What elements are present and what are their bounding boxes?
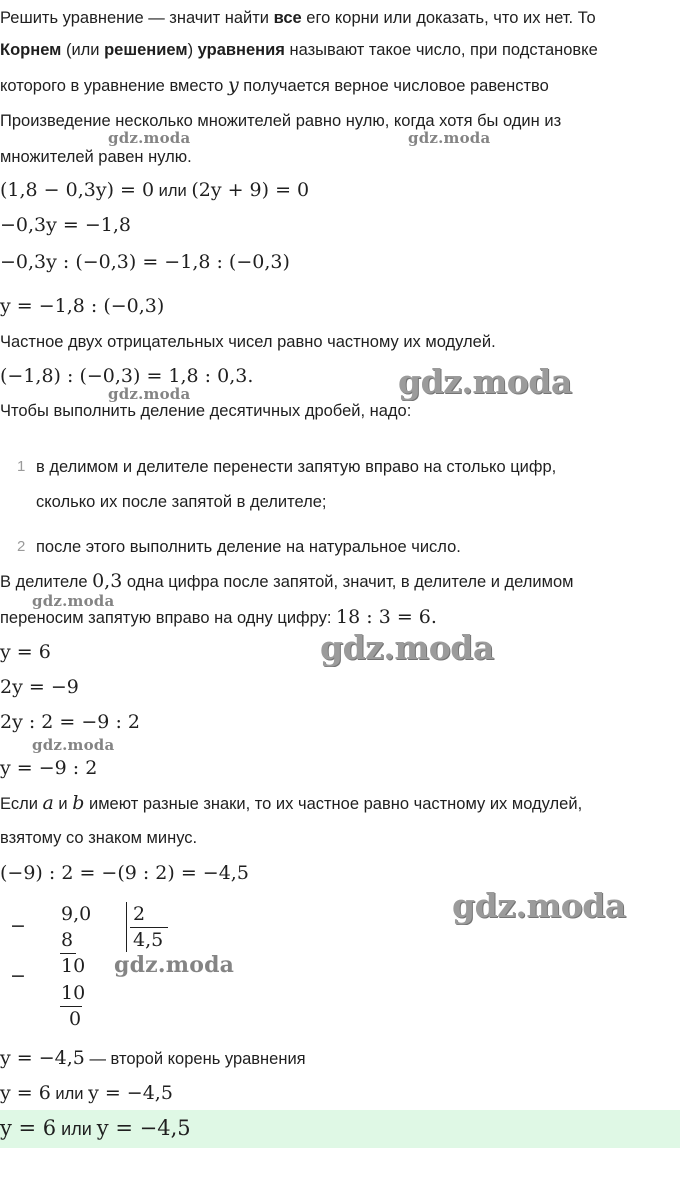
watermark: gdz.moda (408, 129, 491, 147)
long-division-minus-2: − (10, 965, 26, 987)
equation-step-5: 2y : 2 = −9 : 2 (0, 711, 140, 733)
watermark: gdz.moda (398, 362, 572, 401)
equation-modulus: (−1,8) : (−0,3) = 1,8 : 0,3. (0, 365, 254, 387)
equation-division: (−9) : 2 = −(9 : 2) = −4,5 (0, 862, 249, 884)
watermark: gdz.moda (114, 952, 235, 978)
equation-split: (1,8 − 0,3y) = 0 или (2y + 9) = 0 (0, 179, 310, 201)
long-division-vertical-bar (126, 902, 127, 952)
list-number-1: 1 (17, 458, 26, 475)
long-division-remainder-2: 0 (69, 1008, 82, 1030)
equation-step-3: y = −1,8 : (−0,3) (0, 295, 165, 317)
list-item-1-line-2: сколько их после запятой в делителе; (36, 493, 327, 511)
long-division-remainder-1: 10 (61, 955, 86, 977)
watermark: gdz.moda (320, 628, 494, 667)
product-rule-line-2: множителей равен нулю. (0, 148, 192, 166)
definition-line-3: которого в уравнение вместо y получается верное числовое равенство (0, 74, 549, 96)
watermark: gdz.moda (32, 736, 115, 754)
list-item-2: после этого выполнить деление на натуральное число. (36, 538, 461, 556)
definition-line-1: Решить уравнение — значит найти все его корни или доказать, что их нет. То (0, 9, 596, 27)
sign-rule-line-2: взятому со знаком минус. (0, 829, 198, 847)
sign-rule-line-1: Если a и b имеют разные знаки, то их частное равно частному их модулей, (0, 792, 583, 814)
list-item-1-line-1: в делимом и делителе перенести запятую вправо на столько цифр, (36, 458, 557, 476)
watermark: gdz.moda (32, 592, 115, 610)
decimal-division-intro: Чтобы выполнить деление десятичных дробей, надо: (0, 402, 412, 420)
first-root: y = 6 (0, 641, 51, 663)
quotient-rule: Частное двух отрицательных чисел равно частному их модулей. (0, 333, 496, 351)
watermark: gdz.moda (108, 129, 191, 147)
definition-line-2: Корнем (или решением) уравнения называют такое число, при подстановке (0, 41, 598, 59)
long-division-quotient: 4,5 (133, 929, 164, 951)
long-division-subtrahend-2: 10 (61, 982, 86, 1004)
long-division-underline-2 (60, 1006, 82, 1007)
divisor-explanation-line-2: переносим запятую вправо на одну цифру: 18 : 3 = 6. (0, 606, 437, 628)
watermark: gdz.moda (452, 886, 626, 925)
long-division-minus-1: − (10, 915, 26, 937)
long-division-divisor-line (130, 927, 168, 928)
product-rule-line-1: Произведение несколько множителей равно нулю, когда хотя бы один из (0, 112, 562, 130)
second-root: y = −4,5 — второй корень уравнения (0, 1047, 306, 1069)
equation-step-4: 2y = −9 (0, 676, 79, 698)
long-division-underline-1 (60, 953, 76, 954)
equation-step-2: −0,3y : (−0,3) = −1,8 : (−0,3) (0, 251, 290, 273)
equation-step-1: −0,3y = −1,8 (0, 214, 132, 236)
long-division-dividend: 9,0 (61, 903, 92, 925)
watermark: gdz.moda (108, 385, 191, 403)
list-number-2: 2 (17, 538, 26, 555)
long-division-subtrahend-1: 8 (61, 929, 74, 951)
equation-step-6: y = −9 : 2 (0, 757, 98, 779)
roots-summary: y = 6 или y = −4,5 (0, 1082, 173, 1104)
final-answer: y = 6 или y = −4,5 (0, 1116, 191, 1140)
long-division-divisor: 2 (133, 903, 146, 925)
divisor-explanation-line-1: В делителе 0,3 одна цифра после запятой, значит, в делителе и делимом (0, 570, 574, 592)
